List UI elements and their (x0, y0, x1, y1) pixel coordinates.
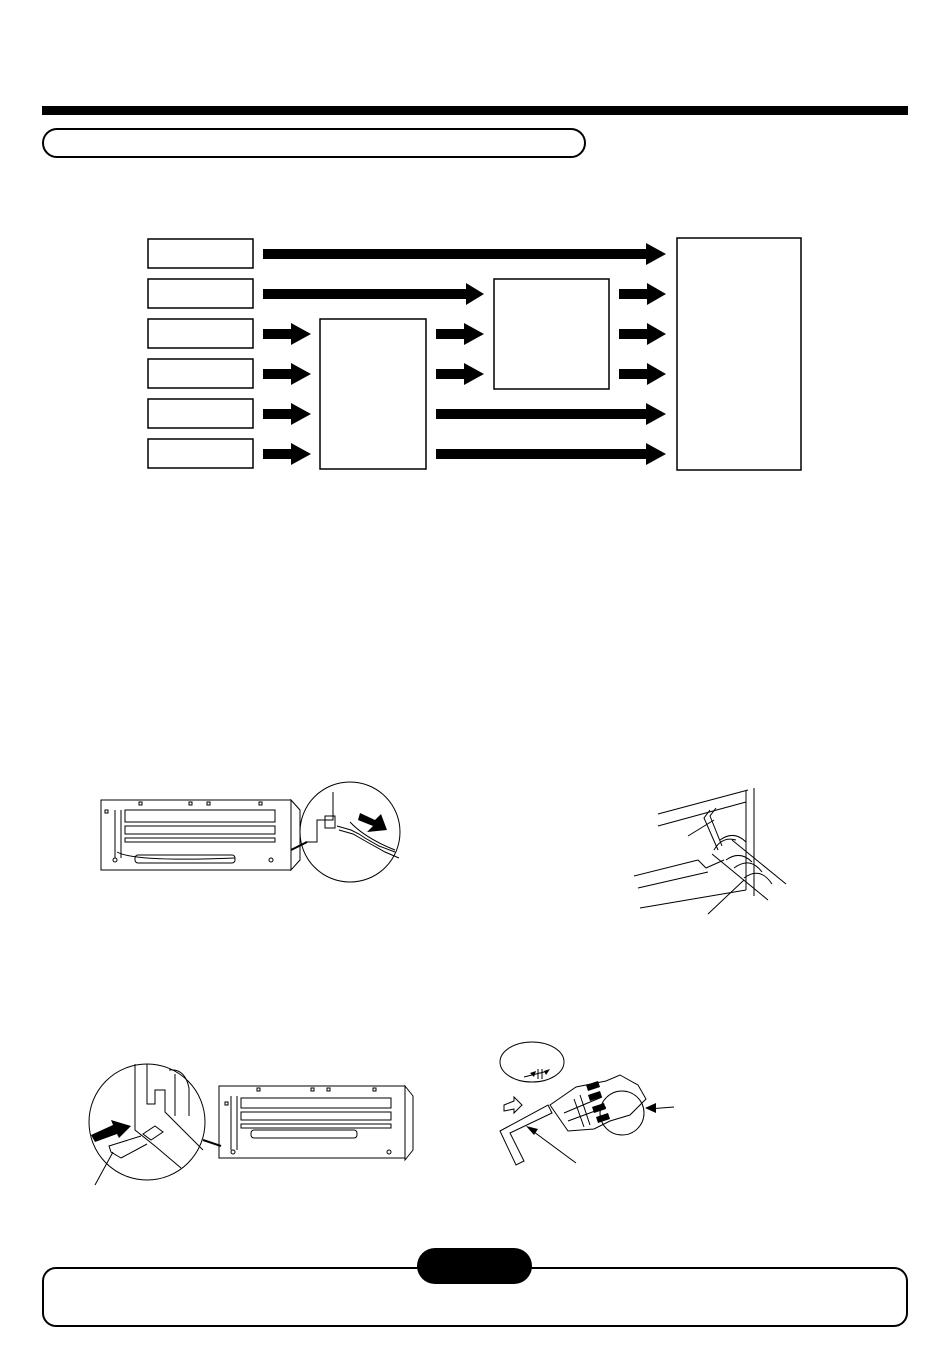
flow-box-5 (148, 399, 253, 428)
unit-drain-hose-illustration (95, 780, 415, 890)
flow-box-3 (148, 319, 253, 348)
flow-box-4 (148, 359, 253, 388)
flow-box-6 (148, 439, 253, 468)
drain-cap-hex-wrench-illustration (490, 1035, 690, 1170)
flow-box-middle (320, 319, 426, 469)
unit-hex-wrench-illustration (85, 1040, 425, 1190)
flow-box-1 (148, 239, 253, 268)
flowchart (0, 0, 950, 520)
flow-box-2 (148, 279, 253, 308)
flow-box-center (494, 279, 609, 389)
flow-box-right (677, 238, 801, 470)
piping-tape-illustration (628, 780, 788, 915)
page-number-badge (417, 1248, 532, 1284)
